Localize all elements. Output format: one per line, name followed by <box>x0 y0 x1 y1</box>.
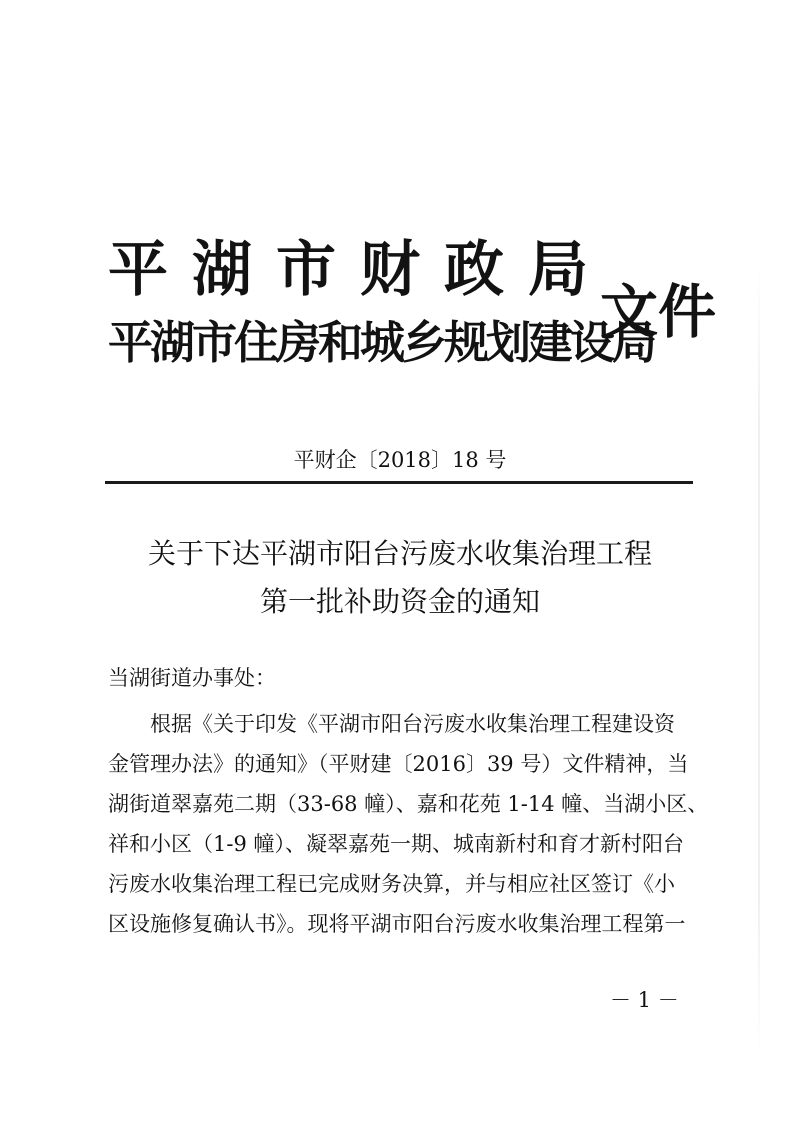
issuer-finance-bureau <box>108 235 588 305</box>
issuer-housing-bureau: 平湖市住房和城乡规划建设局 <box>108 316 655 369</box>
issuer-char: 平 <box>108 235 168 305</box>
paragraph-line <box>108 824 690 864</box>
title-line-2: 第一批补助资金的通知 <box>259 585 540 618</box>
issuer-char: 市 <box>276 235 336 305</box>
paragraph-line-text: 祥和小区（1-9 幢）、凝翠嘉苑一期、城南新村和育才新村阳台 <box>108 832 684 856</box>
salutation: 当湖街道办事处： <box>108 666 276 690</box>
issuer-char: 湖 <box>192 235 252 305</box>
paragraph-line-text: 区设施修复确认书》。现将平湖市阳台污废水收集治理工程第一 <box>108 912 686 936</box>
paragraph-line <box>108 904 690 944</box>
paragraph-line <box>108 744 690 784</box>
paragraph-line <box>108 784 709 824</box>
issuer-header <box>108 235 717 385</box>
paragraph-line <box>108 704 690 744</box>
paragraph-line-text: 污废水收集治理工程已完成财务决算，并与相应社区签订《小 <box>108 872 675 896</box>
document-title <box>0 530 800 626</box>
paragraph-line-text: 金管理办法》的通知》（平财建〔2016〕39 号）文件精神，当 <box>108 752 689 776</box>
issuer-char: 政 <box>444 235 504 305</box>
issuer-char: 局 <box>528 235 588 305</box>
issuer-suffix-document: 文件 <box>600 278 717 346</box>
paragraph-line-text: 根据《关于印发《平湖市阳台污废水收集治理工程建设资 <box>150 712 675 736</box>
document-body <box>108 658 709 944</box>
document-number: 平财企〔2018〕18 号 <box>293 448 507 472</box>
header-divider <box>105 481 693 484</box>
scan-edge-shadow <box>758 260 760 1060</box>
paragraph-line <box>108 864 690 904</box>
title-line-1: 关于下达平湖市阳台污废水收集治理工程 <box>147 537 652 570</box>
paragraph-line-text: 湖街道翠嘉苑二期（33-68 幢）、嘉和花苑 1-14 幢、当湖小区、 <box>108 792 709 816</box>
issuer-char: 财 <box>360 235 420 305</box>
page-number: － 1 － <box>610 988 679 1012</box>
